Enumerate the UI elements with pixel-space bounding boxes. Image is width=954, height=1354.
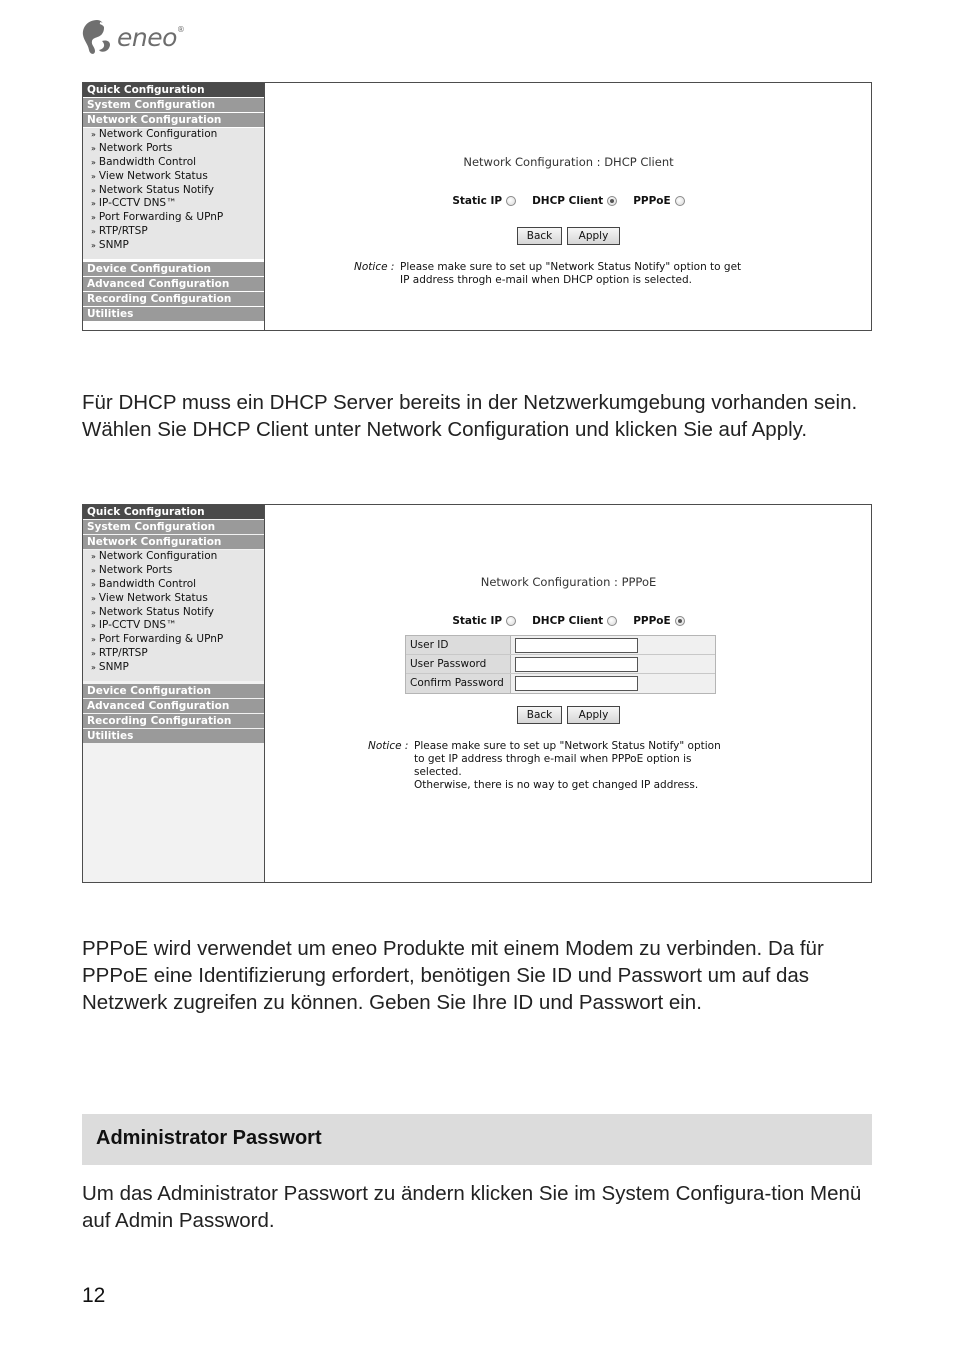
radio-dhcp-client[interactable] (607, 196, 617, 206)
eneo-logo-icon (80, 17, 114, 57)
radio-label-static-ip: Static IP (452, 195, 503, 207)
double-chevron-icon: » (91, 635, 96, 645)
menu-network-configuration[interactable]: Network Configuration (83, 535, 264, 549)
ip-mode-radios (266, 195, 871, 207)
submenu-snmp[interactable]: » SNMP (91, 239, 129, 252)
action-buttons (266, 706, 871, 724)
notice-text: Please make sure to set up "Network Status Notify" option to get IP address throgh e-mail when PPPoE option is selected. Otherwise, there is no way to get changed IP address. (414, 740, 721, 791)
double-chevron-icon: » (91, 621, 96, 631)
notice-label: Notice : (354, 261, 395, 273)
submenu-snmp[interactable]: » SNMP (91, 661, 129, 674)
apply-button[interactable]: Apply (567, 706, 620, 724)
submenu-network-status-notify[interactable]: » Network Status Notify (91, 183, 214, 196)
paragraph-pppoe: PPPoE wird verwendet um eneo Produkte mit einem Modem zu verbinden. Da für PPPoE eine Identifizierung erfordert, benötigen Sie ID und Passwort um auf das Netzwerk zugreifen zu können. Geben Sie Ihre ID und Passwort ein. (82, 937, 824, 1014)
action-buttons (266, 227, 871, 245)
radio-static-ip[interactable] (506, 196, 516, 206)
pppoe-config-screenshot (82, 504, 872, 883)
user-password-input[interactable] (515, 657, 638, 672)
form-row-user-id (406, 636, 715, 655)
double-chevron-icon: » (91, 649, 96, 659)
submenu-network-ports[interactable]: » Network Ports (91, 563, 173, 576)
submenu-bandwidth-control[interactable]: » Bandwidth Control (91, 577, 197, 590)
menu-device-configuration[interactable]: Device Configuration (83, 262, 264, 276)
menu-advanced-configuration[interactable]: Advanced Configuration (83, 277, 264, 291)
field-label-confirm-password: Confirm Password (406, 674, 511, 693)
menu-system-configuration[interactable]: System Configuration (83, 98, 264, 112)
submenu-port-forwarding[interactable]: » Port Forwarding & UPnP (91, 211, 224, 224)
radio-label-pppoe: PPPoE (633, 195, 671, 207)
menu-utilities[interactable]: Utilities (83, 729, 264, 743)
panel-title: Network Configuration : PPPoE (480, 575, 657, 589)
submenu-network-status-notify[interactable]: » Network Status Notify (91, 605, 214, 618)
double-chevron-icon: » (91, 593, 96, 603)
ip-mode-radios (266, 615, 871, 627)
double-chevron-icon: » (91, 185, 96, 195)
section-title: Administrator Passwort (96, 1127, 322, 1149)
notice-text: Please make sure to set up "Network Status Notify" option to get IP address throgh e-mail when DHCP option is selected. (400, 261, 742, 286)
radio-label-pppoe: PPPoE (633, 615, 671, 627)
back-button[interactable]: Back (517, 706, 562, 724)
apply-button[interactable]: Apply (567, 227, 620, 245)
double-chevron-icon: » (91, 579, 96, 589)
form-row-confirm-password (406, 674, 715, 693)
dhcp-panel (266, 83, 871, 330)
submenu-ip-cctv-dns[interactable]: » IP-CCTV DNS™ (91, 619, 177, 632)
logo-wordmark: eneo® (117, 22, 185, 52)
double-chevron-icon: » (91, 199, 96, 209)
back-button[interactable]: Back (517, 227, 562, 245)
menu-recording-configuration[interactable]: Recording Configuration (83, 292, 264, 306)
submenu-ip-cctv-dns[interactable]: » IP-CCTV DNS™ (91, 197, 177, 210)
paragraph-dhcp: Für DHCP muss ein DHCP Server bereits in der Netzwerkumgebung vorhanden sein. Wählen Sie DHCP Client unter Network Configuration und klicken Sie auf Apply. (82, 391, 858, 441)
double-chevron-icon: » (91, 565, 96, 575)
double-chevron-icon: » (91, 143, 96, 153)
double-chevron-icon: » (91, 157, 96, 167)
panel-title: Network Configuration : DHCP Client (463, 155, 674, 169)
user-id-input[interactable] (515, 638, 638, 653)
double-chevron-icon: » (91, 213, 96, 223)
radio-dhcp-client[interactable] (607, 616, 617, 626)
section-header (82, 1114, 872, 1165)
submenu-view-network-status[interactable]: » View Network Status (91, 169, 208, 182)
field-label-user-id: User ID (406, 636, 511, 654)
paragraph-admin-password: Um das Administrator Passwort zu ändern klicken Sie im System Configura-tion Menü auf Admin Password. (82, 1182, 862, 1232)
radio-pppoe[interactable] (675, 616, 685, 626)
radio-label-dhcp-client: DHCP Client (532, 195, 604, 207)
menu-utilities[interactable]: Utilities (83, 307, 264, 321)
submenu-bandwidth-control[interactable]: » Bandwidth Control (91, 155, 197, 168)
menu-quick-configuration[interactable]: Quick Configuration (83, 83, 264, 97)
config-menu (83, 505, 265, 882)
double-chevron-icon: » (91, 663, 96, 673)
submenu-rtp-rtsp[interactable]: » RTP/RTSP (91, 647, 148, 660)
radio-static-ip[interactable] (506, 616, 516, 626)
confirm-password-input[interactable] (515, 676, 638, 691)
radio-label-static-ip: Static IP (452, 615, 503, 627)
menu-network-configuration[interactable]: Network Configuration (83, 113, 264, 127)
pppoe-panel (266, 505, 871, 882)
network-submenu (83, 550, 264, 681)
double-chevron-icon: » (91, 241, 96, 251)
notice (368, 740, 721, 792)
form-row-user-password (406, 655, 715, 674)
submenu-network-ports[interactable]: » Network Ports (91, 141, 173, 154)
dhcp-config-screenshot (82, 82, 872, 331)
double-chevron-icon: » (91, 227, 96, 237)
submenu-rtp-rtsp[interactable]: » RTP/RTSP (91, 225, 148, 238)
network-submenu (83, 128, 264, 259)
submenu-view-network-status[interactable]: » View Network Status (91, 591, 208, 604)
menu-quick-configuration[interactable]: Quick Configuration (83, 505, 264, 519)
menu-advanced-configuration[interactable]: Advanced Configuration (83, 699, 264, 713)
double-chevron-icon: » (91, 171, 96, 181)
menu-device-configuration[interactable]: Device Configuration (83, 684, 264, 698)
submenu-network-configuration[interactable]: » Network Configuration (91, 550, 218, 562)
radio-label-dhcp-client: DHCP Client (532, 615, 604, 627)
double-chevron-icon: » (91, 130, 96, 139)
radio-pppoe[interactable] (675, 196, 685, 206)
menu-system-configuration[interactable]: System Configuration (83, 520, 264, 534)
menu-recording-configuration[interactable]: Recording Configuration (83, 714, 264, 728)
submenu-port-forwarding[interactable]: » Port Forwarding & UPnP (91, 633, 224, 646)
field-label-user-password: User Password (406, 655, 511, 673)
eneo-logo (80, 16, 184, 58)
notice-label: Notice : (368, 740, 409, 752)
page-number: 12 (82, 1284, 106, 1307)
double-chevron-icon: » (91, 552, 96, 561)
submenu-network-configuration[interactable]: » Network Configuration (91, 128, 218, 140)
notice (354, 261, 741, 287)
config-menu (83, 83, 265, 330)
pppoe-credentials-form (405, 635, 716, 694)
double-chevron-icon: » (91, 607, 96, 617)
